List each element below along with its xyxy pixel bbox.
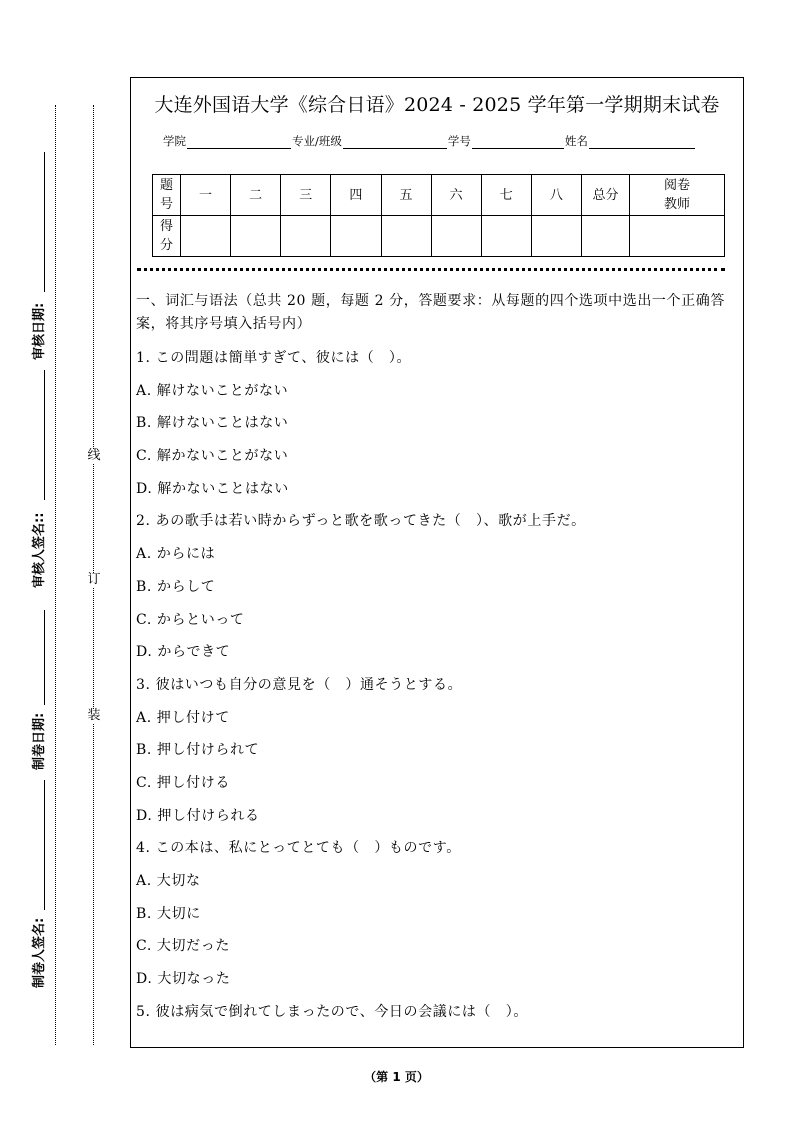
student-info-row <box>163 133 696 149</box>
score-cell-3[interactable] <box>281 216 331 257</box>
question-stem: 1. この問題は簡単すぎて、彼には（ ）。 <box>136 350 412 366</box>
col-header-6: 六 <box>431 175 481 216</box>
score-cell-total[interactable] <box>582 216 630 257</box>
col-header-4: 四 <box>331 175 381 216</box>
option-item: A. 大切な <box>136 873 201 889</box>
option-item: A. 解けないことがない <box>136 382 289 399</box>
score-table <box>152 174 725 257</box>
col-header-7: 七 <box>481 175 531 216</box>
col-header-5: 五 <box>381 175 431 216</box>
col-header-grader: 阅卷教师 <box>630 175 725 216</box>
make-date-blank[interactable] <box>44 610 45 705</box>
score-cell-5[interactable] <box>381 216 431 257</box>
exam-frame <box>130 77 744 1048</box>
question-stem: 3. 彼はいつも自分の意見を（ ）通そうとする。 <box>136 676 463 693</box>
option-item: B. 押し付けられて <box>136 742 260 759</box>
score-table-header-row <box>153 175 725 216</box>
score-table-score-row <box>153 216 725 257</box>
binding-char-bind: 装 <box>87 708 101 723</box>
col-header-8: 八 <box>531 175 581 216</box>
col-header-total: 总分 <box>582 175 630 216</box>
col-header-3: 三 <box>281 175 331 216</box>
info-label-name: 姓名 <box>564 134 588 148</box>
make-date-label: 制卷日期: <box>32 712 47 770</box>
row-header-question: 题号 <box>153 175 181 216</box>
section-separator <box>137 268 725 271</box>
student-id-blank[interactable] <box>472 136 564 149</box>
option-item: B. 大切に <box>136 905 201 922</box>
score-cell-grader[interactable] <box>630 216 725 257</box>
major-blank[interactable] <box>343 136 447 149</box>
reviewer-signature-label: 审核人签名:: <box>32 512 47 588</box>
option-item: B. 解けないことはない <box>136 415 289 432</box>
info-label-college: 学院 <box>163 134 186 148</box>
col-header-2: 二 <box>231 175 281 216</box>
college-blank[interactable] <box>187 136 291 149</box>
option-item: D. 解かないことはない <box>136 480 289 497</box>
maker-signature-blank[interactable] <box>44 780 45 910</box>
score-cell-7[interactable] <box>481 216 531 257</box>
section-content <box>136 290 736 1028</box>
question-stem: 4. この本は、私にとってとても（ ）ものです。 <box>136 840 461 857</box>
option-item: C. 解かないことがない <box>136 448 289 465</box>
outer-dotted-line <box>55 105 56 1045</box>
option-item: D. 大切なった <box>136 971 231 988</box>
option-item: B. からして <box>136 578 216 595</box>
info-label-id: 学号 <box>447 134 471 148</box>
option-item: C. 押し付ける <box>136 774 230 791</box>
score-cell-4[interactable] <box>331 216 381 257</box>
col-header-1: 一 <box>181 175 231 216</box>
reviewer-signature-blank[interactable] <box>44 370 45 500</box>
binding-char-line: 线 <box>87 448 101 463</box>
option-item: A. からには <box>136 546 216 563</box>
page-number: （第 1 页） <box>364 1070 429 1084</box>
review-date-label: 审核日期: <box>32 302 47 360</box>
section-heading: 一、词汇与语法（总共 20 题，每题 2 分，答题要求：从每题的四个选项中选出一个正确答案，将其序号填入括号内） <box>136 293 725 332</box>
question-stem: 5. 彼は病気で倒れてしまったので、今日の会議には（ ）。 <box>136 1003 528 1020</box>
name-blank[interactable] <box>589 136 695 149</box>
info-label-major: 专业/班级 <box>292 134 342 148</box>
option-item: D. からできて <box>136 644 231 661</box>
score-cell-2[interactable] <box>231 216 281 257</box>
option-item: D. 押し付けられる <box>136 807 260 824</box>
score-cell-1[interactable] <box>181 216 231 257</box>
score-cell-6[interactable] <box>431 216 481 257</box>
maker-signature-label: 制卷人签名: <box>32 917 47 988</box>
question-stem: 2. あの歌手は若い時からずっと歌を歌ってきた（ ）、歌が上手だ。 <box>136 513 586 530</box>
option-item: C. からといって <box>136 611 245 628</box>
review-date-blank[interactable] <box>44 152 45 292</box>
binding-char-staple: 订 <box>87 572 101 587</box>
option-item: C. 大切だった <box>136 938 230 955</box>
exam-title: 大连外国语大学《综合日语》2024 - 2025 学年第一学期期末试卷 <box>154 94 720 116</box>
option-item: A. 押し付けて <box>136 709 230 726</box>
score-cell-8[interactable] <box>531 216 581 257</box>
row-header-score: 得分 <box>153 216 181 257</box>
